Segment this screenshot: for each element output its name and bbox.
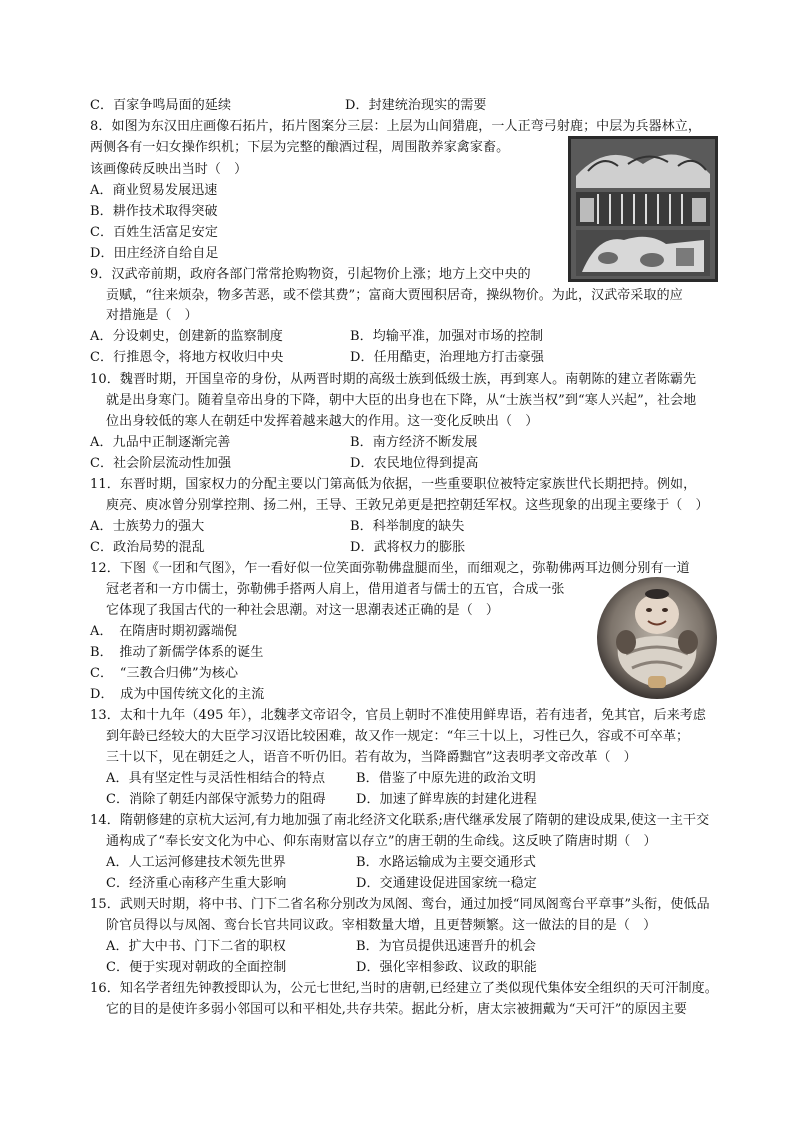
q7-option-d[interactable]: D．封建统治现实的需要 [345,98,487,113]
q14-option-d[interactable]: D．交通建设促进国家统一稳定 [356,876,537,891]
q16-stem-line2: 它的目的是使许多弱小邻国可以和平相处,共存共荣。据此分析，唐太宗被拥戴为“天可汗”的原因主要 [106,1002,688,1017]
q8-stem-line2: 两侧各有一妇女操作织机；下层为完整的酿酒过程，周围散养家禽家畜。 [90,140,510,155]
q10-option-d[interactable]: D．农民地位得到提高 [350,456,479,471]
q15-option-b[interactable]: B．为官员提供迅速晋升的机会 [356,939,536,954]
q15-option-a[interactable]: A．扩大中书、门下二省的职权 [106,939,286,954]
q15-stem-line2: 阶官员得以与凤阁、鸾台长官共同议政。宰相数量大增，且更替频繁。这一做法的目的是（ ） [106,918,657,933]
q11-stem-line1: 11．东晋时期，国家权力的分配主要以门第高低为依据，一些重要职位被特定家族世代长期把持。例如， [90,477,697,492]
q9-option-a[interactable]: A．分设刺史，创建新的监察制度 [90,329,283,344]
q9-option-b[interactable]: B．均输平准，加强对市场的控制 [350,329,544,344]
q10-option-a[interactable]: A．九品中正制逐渐完善 [90,435,231,450]
q8-option-b[interactable]: B．耕作技术取得突破 [90,204,218,219]
q10-option-b[interactable]: B．南方经济不断发展 [350,435,478,450]
q14-option-b[interactable]: B．水路运输成为主要交通形式 [356,855,536,870]
q11-option-b[interactable]: B．科举制度的缺失 [350,519,465,534]
q13-stem-line2: 到年龄已经较大的大臣学习汉语比较困难，故又作一规定：“年三十以上，习性已久，容或不可卒革； [106,729,690,744]
q12-stem-line1: 12．下图《一团和气图》，乍一看好似一位笑面弥勒佛盘腿而坐，而细观之，弥勒佛两耳边侧分别有一道 [90,561,690,576]
q12-option-a[interactable]: A． 在隋唐时期初露端倪 [90,624,238,639]
q8-option-d[interactable]: D．田庄经济自给自足 [90,246,219,261]
q13-option-c[interactable]: C．消除了朝廷内部保守派势力的阻碍 [106,792,326,807]
q16-stem-line1: 16．知名学者纽先钟教授即认为，公元七世纪,当时的唐朝,已经建立了类似现代集体安全组织的天可汗制度。 [90,981,718,996]
q7-option-c[interactable]: C．百家争鸣局面的延续 [90,98,232,113]
q15-option-c[interactable]: C．便于实现对朝政的全面控制 [106,960,287,975]
q13-option-a[interactable]: A．具有坚定性与灵活性相结合的特点 [106,771,326,786]
q13-stem-line1: 13．太和十九年（495 年），北魏孝文帝诏令，官员上朝时不准使用鲜卑语，若有违者，免其官，后来考虑 [90,708,706,723]
han-stone-rubbing-image [568,136,718,282]
q10-option-c[interactable]: C．社会阶层流动性加强 [90,456,232,471]
q11-option-d[interactable]: D．武将权力的膨胀 [350,540,466,555]
q11-stem-line2: 庾亮、庾冰曾分别掌控荆、扬二州，王导、王敦兄弟更是把控朝廷军权。这些现象的出现主要缘于（ ） [106,498,709,513]
q12-option-b[interactable]: B． 推动了新儒学体系的诞生 [90,645,264,660]
q8-option-a[interactable]: A．商业贸易发展迅速 [90,183,218,198]
q12-stem-line2: 冠老者和一方巾儒士，弥勒佛手搭两人肩上，借用道者与儒士的五官，合成一张 [106,582,565,597]
q10-stem-line1: 10．魏晋时期，开国皇帝的身份，从两晋时期的高级士族到低级士族，再到寒人。南朝陈的建立者陈霸先 [90,372,697,387]
harmony-painting-image [596,576,718,700]
q14-stem-line2: 通构成了“奉长安文化为中心、仰东南财富以存立”的唐王朝的生命线。这反映了隋唐时期（ ） [106,834,657,849]
q9-option-d[interactable]: D．任用酷吏，治理地方打击豪强 [350,350,544,365]
q10-stem-line3: 位出身较低的寒人在朝廷中发挥着越来越大的作用。这一变化反映出（ ） [106,414,539,429]
q8-option-c[interactable]: C．百姓生活富足安定 [90,225,218,240]
q13-stem-line3: 三十以下，见在朝廷之人，语音不听仍旧。若有故为，当降爵黜官”这表明孝文帝改革（ ） [106,750,637,765]
q15-option-d[interactable]: D．强化宰相参政、议政的职能 [356,960,537,975]
q10-stem-line2: 就是出身寒门。随着皇帝出身的下降，朝中大臣的出身也在下降，从“士族当权”到“寒人兴起”，社会地 [106,393,697,408]
q12-stem-line3: 它体现了我国古代的一种社会思潮。对这一思潮表述正确的是（ ） [106,603,500,618]
q11-option-a[interactable]: A．士族势力的强大 [90,519,205,534]
q15-stem-line1: 15．武则天时期，将中书、门下二省名称分别改为凤阁、鸾台，通过加授“同凤阁鸾台平章事”头衔，使低品 [90,897,710,912]
q13-option-d[interactable]: D．加速了鲜卑族的封建化进程 [356,792,537,807]
q9-option-c[interactable]: C．行推恩令，将地方权收归中央 [90,350,284,365]
q13-option-b[interactable]: B．借鉴了中原先进的政治文明 [356,771,536,786]
q9-stem-line1: 9．汉武帝前期，政府各部门常常抢购物资，引起物价上涨；地方上交中央的 [90,267,531,282]
q14-option-c[interactable]: C．经济重心南移产生重大影响 [106,876,287,891]
q8-stem-line3: 该画像砖反映出当时（ ） [90,162,248,177]
q9-stem-line2: 贡赋，“往来烦杂，物多苦恶，或不偿其费”；富商大贾囤积居奇，操纵物价。为此，汉武帝采取的应 [106,288,683,303]
q8-stem-line1: 8．如图为东汉田庄画像石拓片，拓片图案分三层：上层为山间猎鹿，一人正弯弓射鹿；中层为兵器林立， [90,119,701,134]
q9-stem-line3: 对措施是（ ） [106,308,198,323]
q12-option-d[interactable]: D． 成为中国传统文化的主流 [90,687,265,702]
q14-option-a[interactable]: A．人工运河修建技术领先世界 [106,855,286,870]
q14-stem-line1: 14．隋朝修建的京杭大运河,有力地加强了南北经济文化联系;唐代继承发展了隋朝的建设成果,使这一主干交 [90,813,710,828]
q12-option-c[interactable]: C． “三教合归佛”为核心 [90,666,239,681]
q11-option-c[interactable]: C．政治局势的混乱 [90,540,205,555]
